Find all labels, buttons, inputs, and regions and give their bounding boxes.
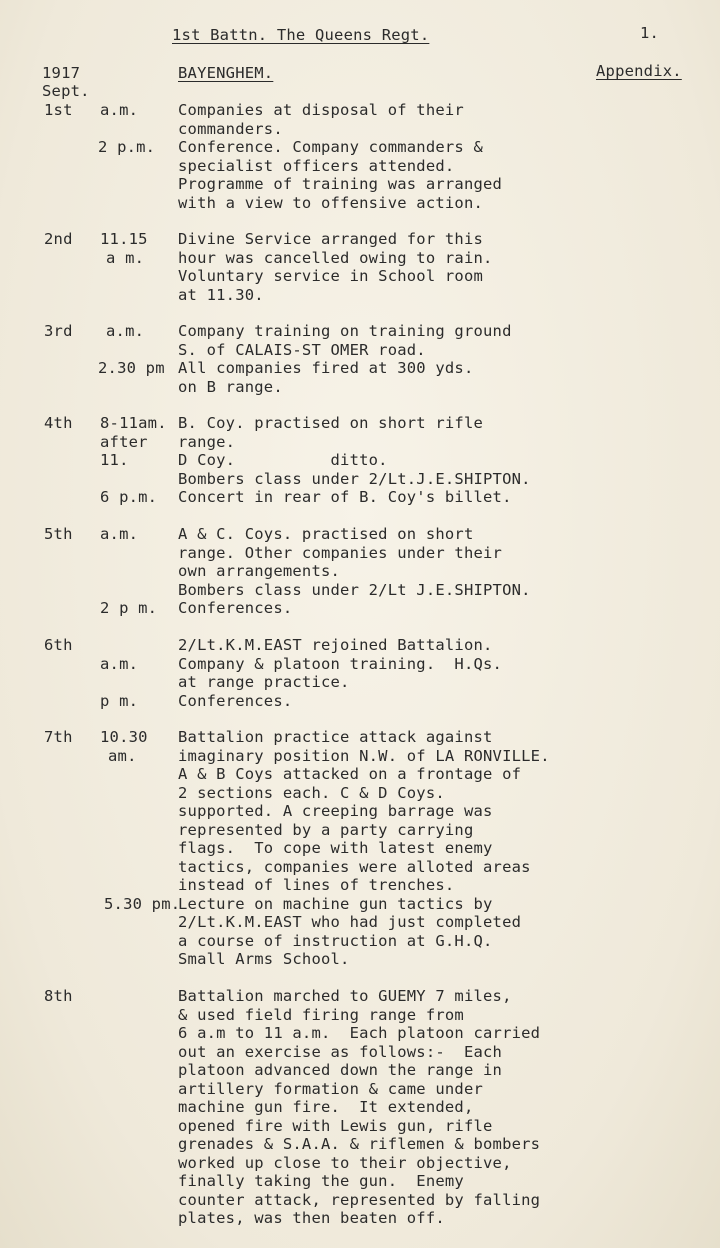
entry-line: flags. To cope with latest enemy	[178, 839, 493, 857]
entry-line: supported. A creeping barrage was	[178, 802, 493, 820]
entry-time: a.m.	[100, 101, 139, 119]
entry-line: Bombers class under 2/Lt J.E.SHIPTON.	[178, 580, 531, 599]
location: BAYENGHEM.	[178, 64, 274, 82]
entry-day: 2nd	[44, 230, 73, 248]
entry-time: 8-11am.	[100, 414, 167, 432]
entry-line: tactics, companies were alloted areas	[178, 857, 531, 876]
entry-line: commanders.	[178, 119, 283, 138]
entry-line: Conferences.	[178, 599, 293, 617]
entry-time: 11.15	[100, 230, 148, 248]
entry-line: artillery formation & came under	[178, 1079, 484, 1098]
entry-line: Voluntary service in School room	[178, 267, 484, 285]
entry-time: 2 p.m.	[98, 138, 156, 156]
entry-line: represented by a party carrying	[178, 820, 474, 839]
entry-day: 6th	[44, 636, 73, 654]
entry-day: 4th	[44, 414, 73, 432]
entry-time: p m.	[100, 691, 139, 710]
entry-line: range. Other companies under their	[178, 543, 503, 562]
entry-line: platoon advanced down the range in	[178, 1061, 503, 1079]
entry-line: out an exercise as follows:- Each	[178, 1042, 503, 1061]
entry-day: 1st	[44, 101, 73, 119]
entry-time: a.m.	[100, 525, 139, 543]
year: 1917	[42, 64, 81, 82]
entry-line: 6 a.m to 11 a.m. Each platoon carried	[178, 1024, 541, 1042]
entry-time: 5.30 pm.	[104, 894, 181, 913]
entry-day: 8th	[44, 987, 73, 1005]
entry-line: & used field firing range from	[178, 1005, 464, 1024]
entry-line: opened fire with Lewis gun, rifle	[178, 1116, 493, 1135]
entry-line: Conferences.	[178, 691, 293, 710]
appendix-label: Appendix.	[596, 62, 682, 80]
entry-line: hour was cancelled owing to rain.	[178, 248, 493, 267]
entry-time: a.m.	[106, 322, 145, 340]
entry-line: Companies at disposal of their	[178, 101, 464, 119]
entry-line: S. of CALAIS-ST OMER road.	[178, 340, 426, 359]
entry-line: range.	[178, 432, 236, 451]
entry-line: instead of lines of trenches.	[178, 876, 455, 894]
entry-line: 2 sections each. C & D Coys.	[178, 783, 445, 802]
entry-line: D Coy. ditto.	[178, 451, 388, 469]
entry-line: Lecture on machine gun tactics by	[178, 894, 493, 913]
entry-line: imaginary position N.W. of LA RONVILLE.	[178, 746, 550, 765]
entry-line: All companies fired at 300 yds.	[178, 359, 474, 377]
entry-line: A & B Coys attacked on a frontage of	[178, 765, 522, 783]
entry-line: A & C. Coys. practised on short	[178, 525, 474, 543]
entry-line: at range practice.	[178, 673, 350, 691]
entry-line: on B range.	[178, 377, 283, 396]
month: Sept.	[42, 82, 90, 100]
entry-line: with a view to offensive action.	[178, 193, 484, 212]
entry-line: Battalion practice attack against	[178, 728, 493, 746]
entry-line: specialist officers attended.	[178, 156, 455, 175]
entry-line: at 11.30.	[178, 285, 264, 304]
entry-line: Company training on training ground	[178, 322, 512, 340]
entry-line: 2/Lt.K.M.EAST who had just completed	[178, 913, 522, 931]
entry-line: B. Coy. practised on short rifle	[178, 414, 484, 432]
entry-time: 2 p m.	[100, 599, 158, 617]
entry-line: machine gun fire. It extended,	[178, 1098, 474, 1116]
entry-line: 2/Lt.K.M.EAST rejoined Battalion.	[178, 636, 493, 654]
entry-day: 7th	[44, 728, 73, 746]
entry-day: 5th	[44, 525, 73, 543]
entry-line: Small Arms School.	[178, 950, 350, 968]
entry-line: Conference. Company commanders &	[178, 138, 484, 156]
entry-line: finally taking the gun. Enemy	[178, 1172, 464, 1190]
entry-time: 10.30	[100, 728, 148, 746]
entry-line: Divine Service arranged for this	[178, 230, 484, 248]
entry-line: counter attack, represented by falling	[178, 1190, 541, 1209]
entry-line: Battalion marched to GUEMY 7 miles,	[178, 987, 512, 1005]
entry-time: 2.30 pm	[98, 359, 165, 377]
entry-line: Company & platoon training. H.Qs.	[178, 654, 503, 673]
page-heading: 1st Battn. The Queens Regt.	[172, 26, 430, 44]
entry-line: Concert in rear of B. Coy's billet.	[178, 488, 512, 506]
entry-time: a m.	[106, 248, 145, 267]
entry-line: Bombers class under 2/Lt.J.E.SHIPTON.	[178, 469, 531, 488]
entry-time: a.m.	[100, 654, 139, 673]
entry-line: a course of instruction at G.H.Q.	[178, 931, 493, 950]
entry-time: am.	[108, 746, 137, 765]
entry-line: Programme of training was arranged	[178, 175, 503, 193]
entry-time: 11.	[100, 451, 129, 469]
entry-line: plates, was then beaten off.	[178, 1209, 445, 1227]
page-number: 1.	[640, 24, 660, 42]
entry-line: grenades & S.A.A. & riflemen & bombers	[178, 1135, 541, 1153]
entry-day: 3rd	[44, 322, 73, 340]
entry-line: worked up close to their objective,	[178, 1153, 512, 1172]
entry-time: after	[100, 432, 148, 451]
entry-line: own arrangements.	[178, 562, 341, 580]
entry-time: 6 p.m.	[100, 488, 158, 506]
